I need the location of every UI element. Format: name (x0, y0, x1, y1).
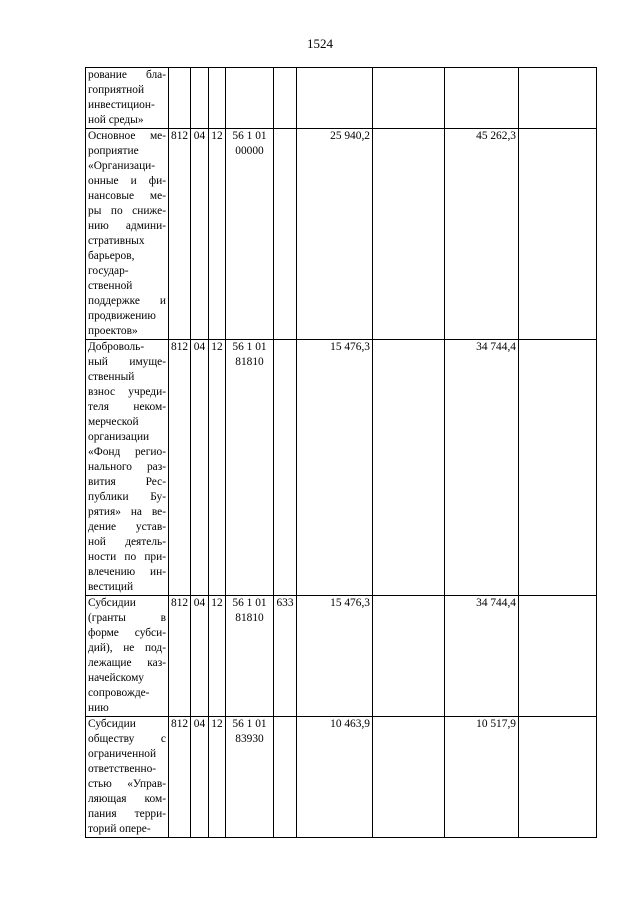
row-name-line: гоприятной (88, 84, 145, 96)
amount-cell-1 (297, 68, 373, 129)
row-name-line: поддержке и (88, 295, 166, 307)
grbs-code-cell: 812 (169, 129, 191, 340)
target-article-cell (226, 596, 274, 717)
empty-cell (373, 596, 445, 717)
grbs-code-cell (169, 68, 191, 129)
row-name-line: Доброволь- (88, 341, 145, 353)
table-row (86, 68, 597, 129)
grbs-code-cell: 812 (169, 340, 191, 596)
row-name-line: обществу с (88, 733, 166, 745)
row-name-line: влечению ин- (88, 566, 166, 578)
expense-type-cell (274, 129, 297, 340)
section-code-cell: 04 (191, 596, 209, 717)
amount-cell-2 (445, 68, 519, 129)
section-code-cell: 04 (191, 129, 209, 340)
empty-cell (373, 340, 445, 596)
amount-cell-1: 10 463,9 (297, 717, 373, 838)
empty-cell (519, 340, 597, 596)
empty-cell (373, 717, 445, 838)
target-article-cell (226, 717, 274, 838)
amount-cell-2: 10 517,9 (445, 717, 519, 838)
row-name-line: Субсидии (88, 597, 136, 609)
row-name-line: мерческой (88, 416, 139, 428)
empty-cell (373, 68, 445, 129)
row-name-line: нию (88, 702, 109, 714)
row-name-cell (86, 68, 169, 129)
row-name-line: форме субси- (88, 627, 166, 639)
row-name-line: ственной (88, 280, 133, 292)
row-name-line: ляющая ком- (88, 793, 166, 805)
subsection-code-cell: 12 (209, 129, 226, 340)
amount-cell-1: 15 476,3 (297, 596, 373, 717)
row-name-line: ности по при- (88, 551, 166, 563)
amount-cell-2: 34 744,4 (445, 596, 519, 717)
expense-type-cell (274, 340, 297, 596)
expense-type-cell: 633 (274, 596, 297, 717)
row-name-line: лежащие каз- (88, 657, 166, 669)
grbs-code-cell: 812 (169, 596, 191, 717)
target-article-cell (226, 68, 274, 129)
empty-cell (519, 717, 597, 838)
row-name-line: рятия» на ве- (88, 506, 166, 518)
subsection-code-cell (209, 68, 226, 129)
row-name-line: ный имуще- (88, 356, 166, 368)
table-row (86, 129, 597, 340)
row-name-line: продвижению (88, 310, 156, 322)
subsection-code-cell: 12 (209, 340, 226, 596)
row-name-line: сопровожде- (88, 687, 150, 699)
expense-type-cell (274, 68, 297, 129)
row-name-line: нального раз- (88, 461, 166, 473)
row-name-line: пания терри- (88, 808, 166, 820)
budget-table-body (86, 68, 597, 838)
row-name-line: вестиций (88, 581, 134, 593)
row-name-line: начейскому (88, 672, 144, 684)
empty-cell (519, 596, 597, 717)
target-article-cell (226, 129, 274, 340)
row-name-line: вития Рес- (88, 476, 166, 488)
subsection-code-cell: 12 (209, 596, 226, 717)
target-article-line: 56 1 01 (232, 341, 267, 353)
target-article-cell (226, 340, 274, 596)
amount-cell-1: 15 476,3 (297, 340, 373, 596)
table-row (86, 340, 597, 596)
empty-cell (519, 129, 597, 340)
row-name-line: взнос учреди- (88, 386, 166, 398)
row-name-cell (86, 129, 169, 340)
row-name-line: дение устав- (88, 521, 166, 533)
row-name-line: организации (88, 431, 150, 443)
row-name-line: «Организаци- (88, 160, 156, 172)
row-name-line: (гранты в (88, 612, 166, 624)
row-name-line: дий), не под- (88, 642, 166, 654)
row-name-line: барьеров, (88, 250, 135, 262)
row-name-line: инвестицион- (88, 99, 155, 111)
row-name-line: рование бла- (88, 69, 166, 81)
row-name-line: государ- (88, 265, 129, 277)
row-name-line: торий опере- (88, 823, 151, 835)
target-article-line: 83930 (235, 733, 264, 745)
row-name-line: ственный (88, 371, 135, 383)
table-row (86, 717, 597, 838)
target-article-line: 56 1 01 (232, 597, 267, 609)
amount-cell-2: 45 262,3 (445, 129, 519, 340)
page-number: 1524 (307, 36, 333, 51)
empty-cell (519, 68, 597, 129)
row-name-line: онные и фи- (88, 175, 166, 187)
row-name-line: «Фонд регио- (88, 446, 166, 458)
row-name-line: ры по сниже- (88, 205, 166, 217)
row-name-cell (86, 596, 169, 717)
budget-table (85, 67, 597, 838)
row-name-line: теля неком- (88, 401, 166, 413)
row-name-line: роприятие (88, 145, 139, 157)
row-name-line: публики Бу- (88, 491, 166, 503)
row-name-line: ной деятель- (88, 536, 166, 548)
empty-cell (373, 129, 445, 340)
section-code-cell: 04 (191, 340, 209, 596)
row-name-line: стью «Управ- (88, 778, 166, 790)
target-article-line: 56 1 01 (232, 718, 267, 730)
target-article-line: 00000 (235, 145, 264, 157)
row-name-line: ограниченной (88, 748, 157, 760)
row-name-line: проектов» (88, 325, 138, 337)
row-name-line: стративных (88, 235, 145, 247)
target-article-line: 81810 (235, 612, 264, 624)
target-article-line: 56 1 01 (232, 130, 267, 142)
row-name-line: ответственно- (88, 763, 157, 775)
target-article-line: 81810 (235, 356, 264, 368)
row-name-line: Основное ме- (88, 130, 166, 142)
row-name-line: Субсидии (88, 718, 136, 730)
row-name-cell (86, 340, 169, 596)
expense-type-cell (274, 717, 297, 838)
amount-cell-2: 34 744,4 (445, 340, 519, 596)
section-code-cell: 04 (191, 717, 209, 838)
row-name-line: нансовые ме- (88, 190, 166, 202)
subsection-code-cell: 12 (209, 717, 226, 838)
grbs-code-cell: 812 (169, 717, 191, 838)
row-name-cell (86, 717, 169, 838)
row-name-line: ной среды» (88, 114, 144, 126)
table-row (86, 596, 597, 717)
section-code-cell (191, 68, 209, 129)
row-name-line: нию админи- (88, 220, 166, 232)
amount-cell-1: 25 940,2 (297, 129, 373, 340)
